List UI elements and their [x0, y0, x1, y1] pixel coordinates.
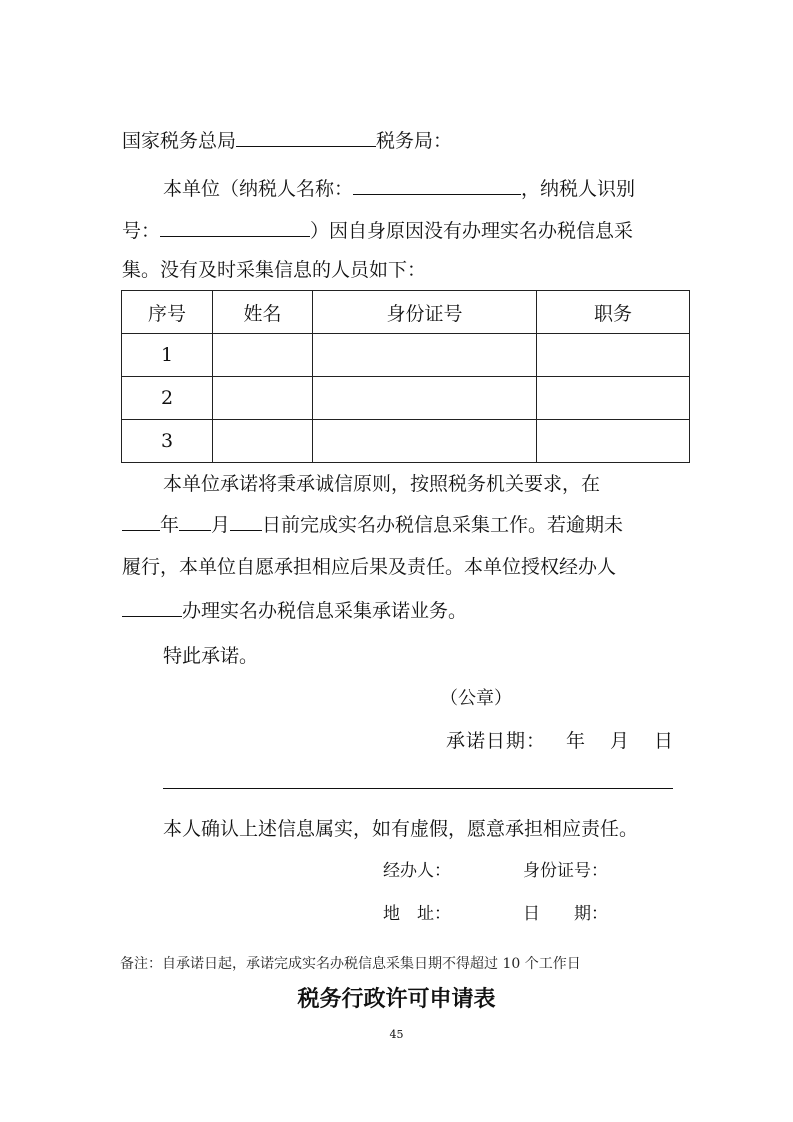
commitment-date-label: 承诺日期： [446, 730, 547, 752]
intro-line-3 [122, 258, 678, 282]
intro-line-2 [122, 218, 678, 243]
date-field-label: 日 期： [523, 904, 608, 924]
cell-serial: 3 [122, 420, 213, 463]
agent-name-blank[interactable] [122, 598, 182, 617]
commitment-month-label: 月 [211, 514, 231, 536]
table-row [122, 377, 690, 420]
cell-serial: 2 [122, 377, 213, 420]
intro-text-3: 集。没有及时采集信息的人员如下： [122, 259, 427, 281]
cell-position[interactable] [537, 420, 690, 463]
header-name: 姓名 [213, 291, 313, 334]
confirmation-text: 本人确认上述信息属实，如有虚假，愿意承担相应责任。 [163, 818, 639, 840]
divider-line [163, 788, 673, 789]
header-id-number: 身份证号 [313, 291, 537, 334]
taxpayer-id-blank[interactable] [160, 218, 310, 237]
date-month-label: 月 [610, 730, 631, 752]
id-number-field-label: 身份证号： [523, 861, 608, 881]
address-field-label: 地 址： [383, 904, 451, 924]
taxpayer-name-blank[interactable] [353, 176, 521, 195]
cell-serial: 1 [122, 334, 213, 377]
intro-line-1 [163, 176, 683, 201]
cell-id-number[interactable] [313, 377, 537, 420]
cell-position[interactable] [537, 377, 690, 420]
cell-name[interactable] [213, 334, 313, 377]
cell-id-number[interactable] [313, 420, 537, 463]
month-blank[interactable] [179, 512, 211, 531]
date-year-label: 年 [566, 730, 587, 752]
page-number: 45 [389, 1028, 404, 1041]
next-form-title: 税务行政许可申请表 [297, 987, 496, 1012]
table-row [122, 420, 690, 463]
commitment-line-1 [163, 472, 683, 496]
commitment-closing: 特此承诺。 [163, 645, 259, 667]
commitment-line-4 [122, 598, 678, 623]
official-seal-label: （公章） [440, 688, 512, 709]
commitment-text-4: 办理实名办税信息采集承诺业务。 [182, 600, 468, 622]
commitment-text-3: 履行，本单位自愿承担相应后果及责任。本单位授权经办人 [122, 556, 617, 578]
header-position: 职务 [537, 291, 690, 334]
commitment-line-2 [122, 512, 678, 537]
intro-text-1b: ，纳税人识别 [521, 178, 636, 200]
cell-name[interactable] [213, 377, 313, 420]
commitment-line-3 [122, 555, 678, 579]
header-serial: 序号 [122, 291, 213, 334]
year-blank[interactable] [122, 512, 160, 531]
commitment-text-1: 本单位承诺将秉承诚信原则，按照税务机关要求，在 [163, 473, 601, 495]
staff-table [121, 290, 690, 463]
addressee-suffix: 税务局： [376, 130, 453, 152]
commitment-date-line [446, 726, 674, 753]
commitment-text-2: 日前完成实名办税信息采集工作。若逾期未 [262, 514, 624, 536]
footnote: 备注：自承诺日起，承诺完成实名办税信息采集日期不得超过 10 个工作日 [120, 956, 581, 972]
date-day-label: 日 [654, 730, 675, 752]
cell-name[interactable] [213, 420, 313, 463]
commitment-line-5 [163, 644, 719, 668]
day-blank[interactable] [230, 512, 262, 531]
agent-field-label: 经办人： [383, 861, 451, 881]
table-header-row [122, 291, 690, 334]
commitment-year-label: 年 [160, 514, 180, 536]
addressee-prefix: 国家税务总局 [122, 130, 237, 152]
cell-id-number[interactable] [313, 334, 537, 377]
addressee-line [122, 128, 678, 153]
intro-text-2b: ）因自身原因没有办理实名办税信息采 [310, 220, 634, 242]
intro-text-2a: 号： [122, 220, 161, 242]
table-row [122, 334, 690, 377]
tax-bureau-blank[interactable] [236, 128, 376, 147]
intro-text-1a: 本单位（纳税人名称： [163, 178, 354, 200]
cell-position[interactable] [537, 334, 690, 377]
